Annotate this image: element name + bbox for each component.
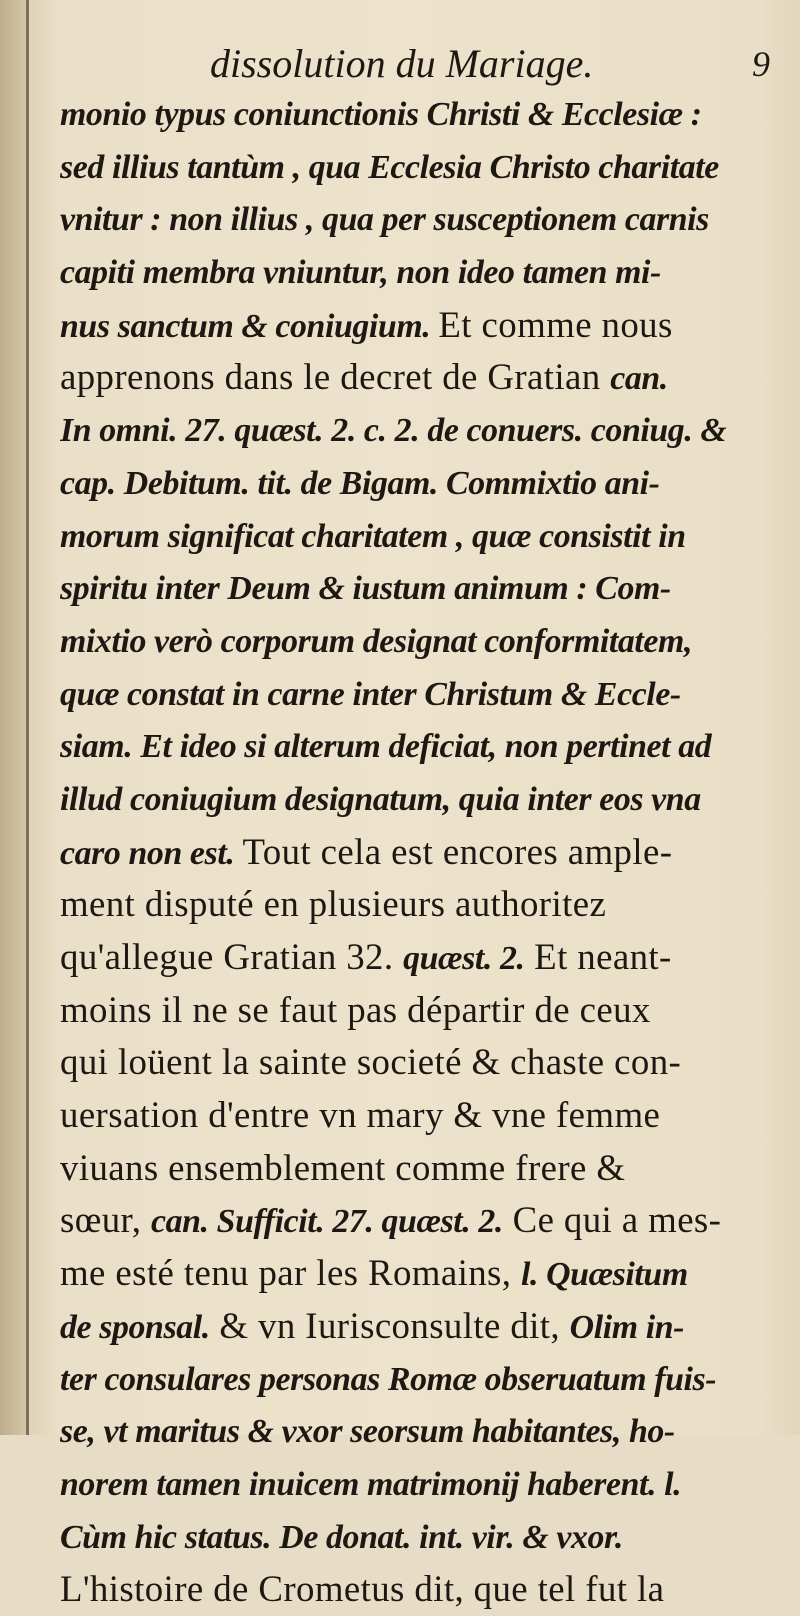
french-text: Ce qui a mes- — [503, 1199, 722, 1241]
text-line — [60, 404, 775, 457]
latin-quotation: sed illius tantùm , qua Ecclesia Christo charitate — [60, 148, 719, 186]
latin-quotation: l. Quæsitum — [521, 1256, 688, 1294]
text-line — [60, 1300, 775, 1353]
text-line — [60, 562, 775, 615]
latin-quotation: can. Sufficit. 27. quæst. 2. — [150, 1203, 503, 1241]
latin-quotation: cap. Debitum. tit. de Bigam. Commixtio ani- — [60, 464, 660, 502]
text-line — [60, 878, 775, 931]
text-line — [60, 1247, 775, 1300]
french-text: me esté tenu par les Romains, — [60, 1252, 521, 1294]
text-line — [60, 457, 775, 510]
text-line — [60, 246, 775, 299]
text-line — [60, 88, 775, 141]
latin-quotation: capiti membra vniuntur, non ideo tamen mi- — [60, 254, 661, 292]
latin-quotation: nus sanctum & coniugium. — [60, 307, 439, 345]
text-line — [60, 1405, 775, 1458]
binding-gutter — [0, 0, 26, 1435]
french-text: L'histoire de Crometus dit, que tel fut la — [60, 1568, 665, 1610]
latin-quotation: Cùm hic status. De donat. int. vir. & vxor. — [60, 1518, 623, 1556]
text-line — [60, 1036, 775, 1089]
latin-quotation: vnitur : non illius , qua per susceptionem carnis — [60, 201, 709, 239]
latin-quotation: can. — [610, 360, 668, 398]
latin-quotation: quæst. 2. — [403, 940, 525, 977]
latin-quotation: quæ constat in carne inter Christum & Eccle- — [60, 675, 681, 713]
french-text: moins il ne se faut pas départir de ceux — [60, 988, 651, 1030]
latin-quotation: ter consulares personas Romæ obseruatum fuis- — [60, 1360, 717, 1398]
french-text: apprenons dans le decret de Gratian — [60, 356, 611, 398]
text-line — [60, 1194, 775, 1247]
latin-quotation: In omni. 27. quæst. 2. c. 2. de conuers. coniug. & — [60, 412, 727, 450]
text-line — [60, 615, 775, 668]
page-number: 9 — [752, 44, 770, 84]
text-line — [60, 351, 775, 404]
french-text: Et neant- — [524, 936, 672, 977]
text-line — [60, 826, 775, 879]
text-line — [60, 299, 775, 352]
latin-quotation: mixtio verò corporum designat conformitatem, — [60, 622, 693, 660]
body-text — [60, 88, 775, 1616]
french-text: uersation d'entre vn mary & vne femme — [60, 1094, 661, 1136]
latin-quotation: siam. Et ideo si alterum deficiat, non pertinet ad — [60, 728, 712, 766]
french-text: ment disputé en plusieurs authoritez — [60, 883, 607, 925]
french-text: qui loüent la sainte societé & chaste con- — [60, 1041, 682, 1083]
text-line — [60, 193, 775, 246]
text-line — [60, 1142, 775, 1195]
french-text: sœur, — [60, 1199, 151, 1241]
text-line — [60, 931, 775, 984]
latin-quotation: spiritu inter Deum & iustum animum : Com- — [60, 570, 671, 608]
latin-quotation: norem tamen inuicem matrimonij haberent. l. — [60, 1465, 682, 1503]
page-edge — [26, 0, 29, 1435]
page-header — [60, 36, 770, 92]
latin-quotation: de sponsal. — [60, 1308, 210, 1346]
text-line — [60, 1511, 775, 1564]
french-text: & vn Iurisconsulte dit, — [209, 1304, 570, 1346]
french-text: Tout cela est encores ample- — [242, 830, 673, 872]
latin-quotation: caro non est. — [60, 834, 243, 872]
latin-quotation: se, vt maritus & vxor seorsum habitantes, ho- — [60, 1413, 675, 1451]
latin-quotation: monio typus coniunctionis Christi & Ecclesiæ : — [60, 96, 702, 133]
running-title: dissolution du Mariage. — [210, 41, 594, 86]
text-line — [60, 1353, 775, 1406]
text-line — [60, 141, 775, 194]
text-line — [60, 1458, 775, 1511]
french-text: Et comme nous — [438, 303, 673, 345]
text-line — [60, 668, 775, 721]
text-line — [60, 773, 775, 826]
text-line — [60, 1089, 775, 1142]
text-line — [60, 1563, 775, 1616]
text-line — [60, 984, 775, 1037]
french-text: qu'allegue Gratian 32. — [60, 936, 404, 977]
text-line — [60, 510, 775, 563]
text-line — [60, 720, 775, 773]
latin-quotation: morum significat charitatem , quæ consistit in — [60, 517, 686, 555]
latin-quotation: illud coniugium designatum, quia inter eos vna — [60, 780, 701, 818]
french-text: viuans ensemblement comme frere & — [60, 1146, 626, 1188]
latin-quotation: Olim in- — [569, 1308, 684, 1346]
